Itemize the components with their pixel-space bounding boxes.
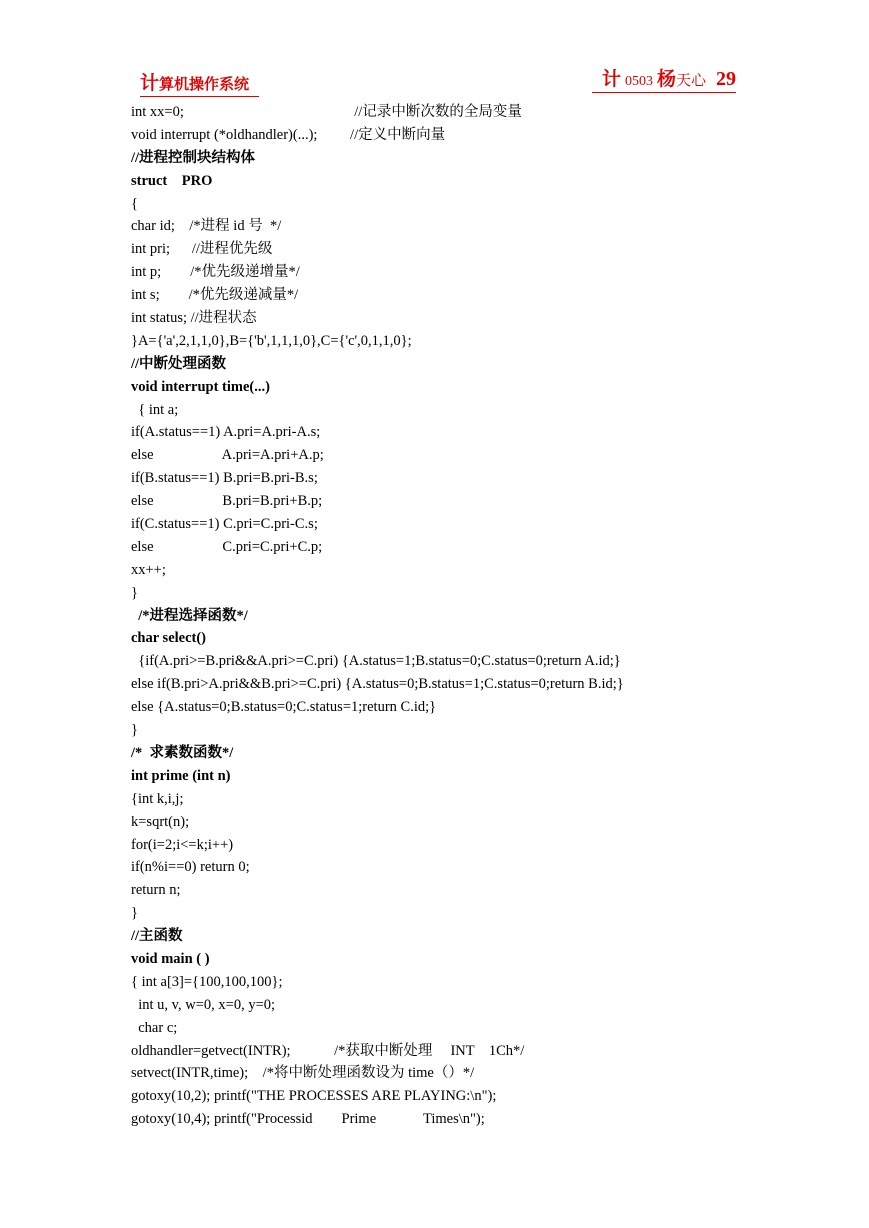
- code-line: return n;: [131, 882, 181, 899]
- code-line: gotoxy(10,4); printf("Processid Prime Times\n");: [131, 1111, 485, 1128]
- code-line: int p; /*优先级递增量*/: [131, 264, 300, 281]
- code-line: k=sqrt(n);: [131, 813, 190, 830]
- code-line: void main ( ): [131, 950, 210, 967]
- code-line: //进程控制块结构体: [131, 149, 256, 166]
- code-line: int prime (int n): [131, 767, 231, 784]
- code-line: else C.pri=C.pri+C.p;: [131, 538, 323, 555]
- code-line: for(i=2;i<=k;i++): [131, 836, 234, 853]
- code-line: if(A.status==1) A.pri=A.pri-A.s;: [131, 424, 321, 441]
- code-line: setvect(INTR,time); /*将中断处理函数设为 time（）*/: [131, 1065, 475, 1082]
- code-line: { int a[3]={100,100,100};: [131, 973, 283, 990]
- page-number: 29: [716, 68, 736, 90]
- code-line: void interrupt time(...): [131, 378, 270, 395]
- code-line: void interrupt (*oldhandler)(...); //定义中断向量: [131, 126, 446, 143]
- code-line: /* 求素数函数*/: [131, 744, 234, 761]
- header-given-name: 天心: [675, 73, 706, 89]
- code-line: xx++;: [131, 561, 166, 578]
- header-surname: 杨: [656, 69, 676, 90]
- header-course-first-char: 计: [140, 73, 160, 94]
- header-class-number: 0503: [624, 74, 653, 89]
- code-line: else A.pri=A.pri+A.p;: [131, 447, 324, 464]
- header-ji: 计: [601, 69, 621, 90]
- code-line: int u, v, w=0, x=0, y=0;: [131, 996, 276, 1013]
- code-line: else {A.status=0;B.status=0;C.status=1;return C.id;}: [131, 699, 437, 716]
- code-line: //主函数: [131, 928, 183, 945]
- code-listing: [131, 101, 771, 1131]
- code-line: if(n%i==0) return 0;: [131, 859, 250, 876]
- code-line: oldhandler=getvect(INTR); /*获取中断处理 INT 1Ch*/: [131, 1042, 525, 1059]
- code-line: int status; //进程状态: [131, 310, 257, 327]
- code-line: //中断处理函数: [131, 355, 227, 372]
- code-line: {int k,i,j;: [131, 790, 184, 807]
- page-header: [136, 64, 736, 94]
- code-line: else B.pri=B.pri+B.p;: [131, 493, 323, 510]
- code-line: else if(B.pri>A.pri&&B.pri>=C.pri) {A.status=0;B.status=1;C.status=0;return B.id;}: [131, 676, 624, 693]
- code-line: }A={'a',2,1,1,0},B={'b',1,1,1,0},C={'c',0,1,1,0};: [131, 332, 412, 349]
- code-line: int xx=0; //记录中断次数的全局变量: [131, 104, 522, 120]
- header-course-title: [140, 68, 259, 97]
- code-line: if(C.status==1) C.pri=C.pri-C.s;: [131, 516, 318, 533]
- code-line: { int a;: [131, 401, 179, 418]
- code-line: if(B.status==1) B.pri=B.pri-B.s;: [131, 470, 318, 487]
- code-line: /*进程选择函数*/: [131, 607, 248, 624]
- code-line: char id; /*进程 id 号 */: [131, 218, 282, 235]
- code-line: }: [131, 722, 138, 739]
- code-line: char c;: [131, 1019, 178, 1036]
- code-line: }: [131, 584, 138, 601]
- header-course-rest: 算机操作系统: [159, 77, 250, 93]
- code-line: int pri; //进程优先级: [131, 241, 273, 258]
- code-line: }: [131, 905, 138, 922]
- code-line: struct PRO: [131, 172, 213, 189]
- code-line: gotoxy(10,2); printf("THE PROCESSES ARE PLAYING:\n");: [131, 1088, 497, 1105]
- code-line: int s; /*优先级递减量*/: [131, 287, 299, 304]
- code-line: {: [131, 195, 138, 212]
- header-author-info: [592, 64, 736, 93]
- code-line: char select(): [131, 630, 207, 647]
- code-line: {if(A.pri>=B.pri&&A.pri>=C.pri) {A.status=1;B.status=0;C.status=0;return A.id;}: [131, 653, 621, 670]
